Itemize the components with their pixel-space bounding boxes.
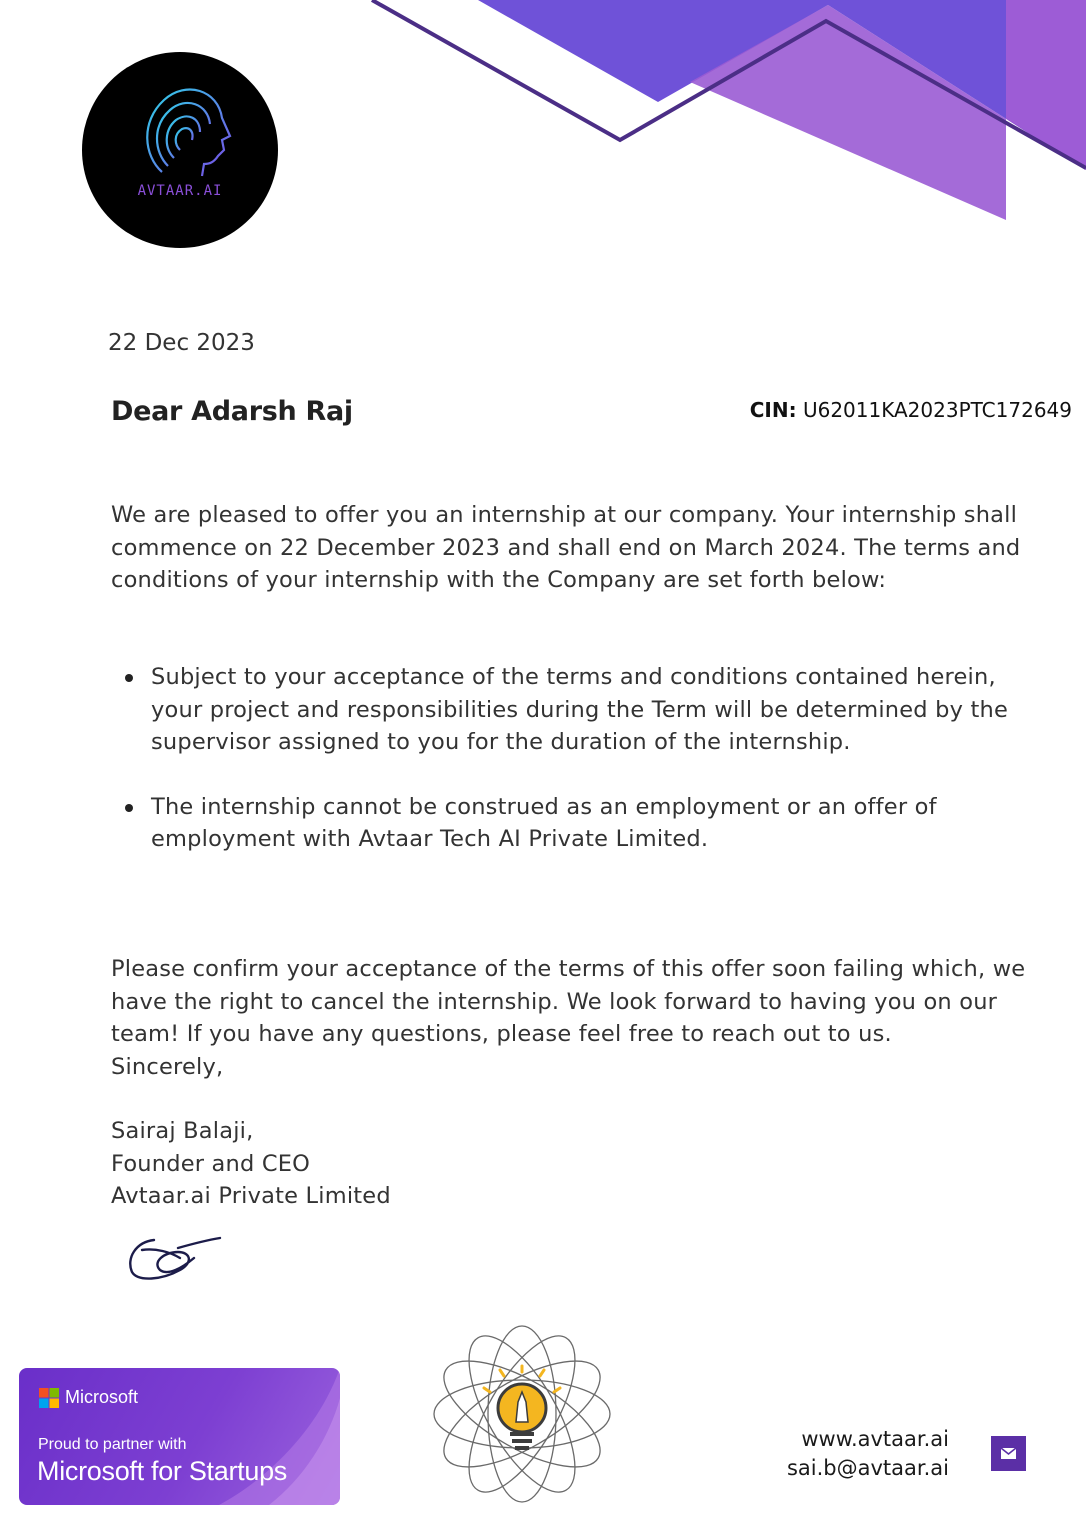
company-logo <box>82 52 278 248</box>
mail-button[interactable] <box>991 1436 1026 1471</box>
closing-paragraph <box>111 953 1051 1083</box>
badge-tagline: Proud to partner with <box>38 1436 187 1453</box>
mail-icon <box>991 1436 1026 1471</box>
contact-info <box>787 1425 949 1483</box>
lightbulb-seal-icon <box>428 1320 616 1508</box>
cin-label: CIN: <box>749 398 797 422</box>
signatory-block <box>111 1115 391 1213</box>
sign-off: Sincerely, <box>111 1053 224 1080</box>
website-link[interactable]: www.avtaar.ai <box>801 1427 949 1451</box>
letter-date: 22 Dec 2023 <box>108 330 255 356</box>
terms-list <box>111 661 1011 856</box>
cin-value: U62011KA2023PTC172649 <box>802 398 1072 422</box>
microsoft-startups-badge <box>19 1368 340 1505</box>
greeting: Dear Adarsh Raj <box>111 396 353 427</box>
signatory-title: Founder and CEO <box>111 1150 311 1177</box>
microsoft-logo-icon <box>39 1388 59 1408</box>
signatory-name: Sairaj Balaji, <box>111 1118 254 1144</box>
cin-number <box>750 398 1072 422</box>
signature-image <box>122 1228 226 1288</box>
email-link[interactable]: sai.b@avtaar.ai <box>786 1456 949 1480</box>
microsoft-wordmark: Microsoft <box>65 1387 139 1407</box>
badge-title: Microsoft for Startups <box>37 1456 287 1486</box>
logo-wordmark: AVTAAR.AI <box>137 183 223 199</box>
list-item: The internship cannot be construed as an employment or an offer of employment with Avtaar Tech AI Private Limited. <box>111 791 1011 856</box>
signatory-company: Avtaar.ai Private Limited <box>111 1183 391 1209</box>
list-item: Subject to your acceptance of the terms and conditions contained herein, your project and responsibilities during the Term will be determined by the supervisor assigned to you for the duration of the internship. <box>111 661 1011 759</box>
head-spiral-icon <box>82 52 278 248</box>
closing-text: Please confirm your acceptance of the terms of this offer soon failing which, we have the right to cancel the internship. We look forward to having you on our team! If you have any questions, please feel free to reach out to us. <box>111 956 1026 1047</box>
intro-paragraph: We are pleased to offer you an internship at our company. Your internship shall commence on 22 December 2023 and shall end on March 2024. The terms and conditions of your internship with the Company are set forth below: <box>111 502 1021 593</box>
